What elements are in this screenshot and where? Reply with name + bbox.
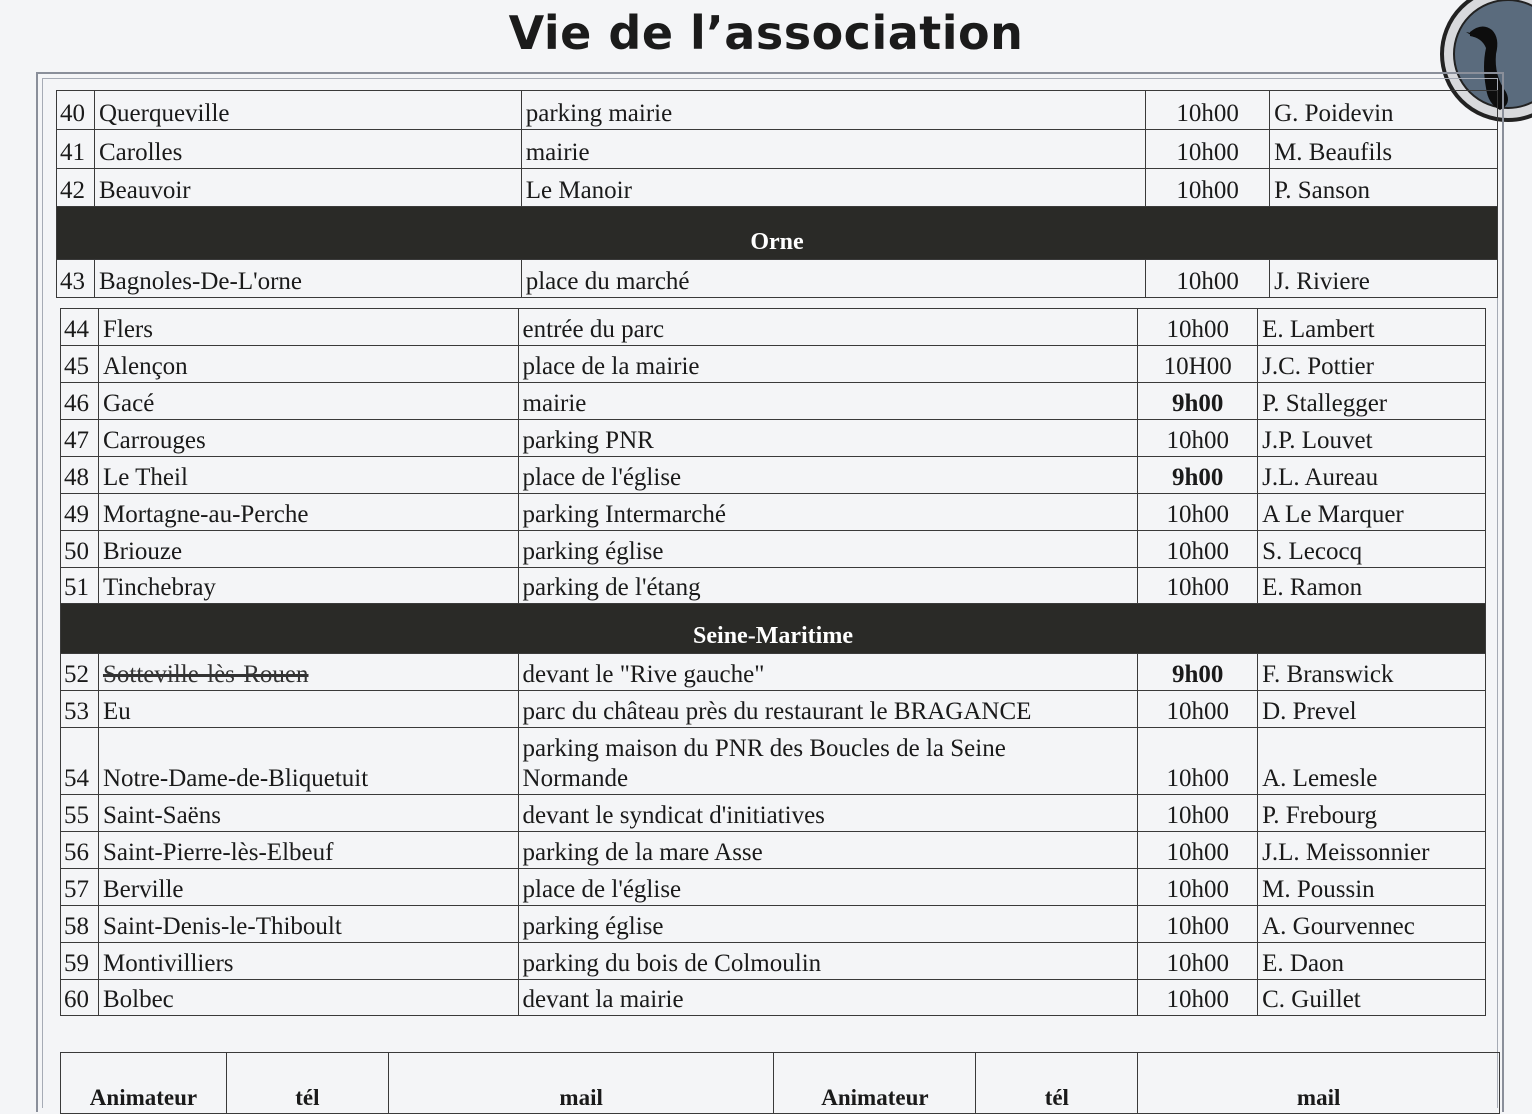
city-cell: Carolles xyxy=(94,130,521,169)
section-title: Seine-Maritime xyxy=(61,604,1486,654)
meeting-place-cell: entrée du parc xyxy=(518,309,1138,346)
time-cell: 10h00 xyxy=(1138,568,1258,604)
city-cell: Saint-Pierre-lès-Elbeuf xyxy=(98,832,518,869)
row-number: 56 xyxy=(61,832,99,869)
city-cell: Notre-Dame-de-Bliquetuit xyxy=(98,728,518,795)
row-number: 52 xyxy=(61,654,99,691)
row-number: 50 xyxy=(61,531,99,568)
city-cell: Montivilliers xyxy=(98,943,518,980)
table-row xyxy=(61,906,1486,943)
meeting-place-cell: place du marché xyxy=(521,260,1145,298)
leader-cell: M. Poussin xyxy=(1258,869,1486,906)
row-number: 45 xyxy=(61,346,99,383)
leader-cell: E. Ramon xyxy=(1258,568,1486,604)
leader-cell: P. Sanson xyxy=(1270,169,1498,207)
leader-cell: J.C. Pottier xyxy=(1258,346,1486,383)
table-row xyxy=(61,420,1486,457)
time-cell: 10h00 xyxy=(1146,91,1270,130)
row-number: 49 xyxy=(61,494,99,531)
table-row xyxy=(61,531,1486,568)
city-cell: Carrouges xyxy=(98,420,518,457)
time-cell: 10h00 xyxy=(1146,260,1270,298)
meeting-place-cell: place de la mairie xyxy=(518,346,1138,383)
time-cell: 10h00 xyxy=(1138,795,1258,832)
section-title: Orne xyxy=(57,207,1498,260)
meeting-place-cell: parking église xyxy=(518,906,1138,943)
time-cell: 10h00 xyxy=(1138,309,1258,346)
time-cell: 9h00 xyxy=(1138,654,1258,691)
city-cell: Gacé xyxy=(98,383,518,420)
leader-cell: J.P. Louvet xyxy=(1258,420,1486,457)
row-number: 60 xyxy=(61,980,99,1016)
meeting-place-cell: devant la mairie xyxy=(518,980,1138,1016)
row-number: 55 xyxy=(61,795,99,832)
row-number: 51 xyxy=(61,568,99,604)
city-cell: Saint-Saëns xyxy=(98,795,518,832)
time-cell: 10H00 xyxy=(1138,346,1258,383)
meeting-place-cell: parking église xyxy=(518,531,1138,568)
time-cell: 10h00 xyxy=(1138,494,1258,531)
time-cell: 10h00 xyxy=(1138,728,1258,795)
row-number: 48 xyxy=(61,457,99,494)
meeting-place-line: Normande xyxy=(522,765,629,792)
meeting-place-cell: parking Intermarché xyxy=(518,494,1138,531)
time-cell: 10h00 xyxy=(1138,832,1258,869)
time-cell: 10h00 xyxy=(1146,169,1270,207)
leader-cell: F. Branswick xyxy=(1258,654,1486,691)
time-cell: 10h00 xyxy=(1138,869,1258,906)
city-cell: Bolbec xyxy=(98,980,518,1016)
header-mail: mail xyxy=(1138,1053,1500,1114)
leader-cell: D. Prevel xyxy=(1258,691,1486,728)
meeting-place-cell: parking du bois de Colmoulin xyxy=(518,943,1138,980)
city-cell: Briouze xyxy=(98,531,518,568)
row-number: 53 xyxy=(61,691,99,728)
page-title: Vie de l’association xyxy=(508,6,1024,60)
table-row xyxy=(61,346,1486,383)
meeting-place-cell: parking de la mare Asse xyxy=(518,832,1138,869)
table-row xyxy=(61,691,1486,728)
time-cell: 9h00 xyxy=(1138,457,1258,494)
table-row xyxy=(61,494,1486,531)
row-number: 46 xyxy=(61,383,99,420)
meeting-place-cell: parc du château près du restaurant le BRAGANCE xyxy=(518,691,1138,728)
meeting-place-cell: place de l'église xyxy=(518,869,1138,906)
outings-table-top xyxy=(56,90,1498,298)
leader-cell: M. Beaufils xyxy=(1270,130,1498,169)
city-cell: Berville xyxy=(98,869,518,906)
time-cell: 9h00 xyxy=(1138,383,1258,420)
table-row xyxy=(57,260,1498,298)
city-cell: Alençon xyxy=(98,346,518,383)
header-tel: tél xyxy=(226,1053,388,1114)
table-row xyxy=(61,654,1486,691)
leader-cell: J.L. Meissonnier xyxy=(1258,832,1486,869)
row-number: 42 xyxy=(57,169,95,207)
struck-city-name: Sotteville-lès-Rouen xyxy=(102,661,309,688)
contacts-table xyxy=(60,1052,1500,1114)
table-row xyxy=(61,383,1486,420)
row-number: 43 xyxy=(57,260,95,298)
row-number: 59 xyxy=(61,943,99,980)
meeting-place-cell: place de l'église xyxy=(518,457,1138,494)
meeting-place-cell: parking mairie xyxy=(521,91,1145,130)
row-number: 54 xyxy=(61,728,99,795)
table-row xyxy=(57,169,1498,207)
leader-cell: J.L. Aureau xyxy=(1258,457,1486,494)
header-animateur: Animateur xyxy=(61,1053,227,1114)
contacts-header-row xyxy=(61,1053,1500,1114)
city-cell: Beauvoir xyxy=(94,169,521,207)
header-mail: mail xyxy=(388,1053,774,1114)
time-cell: 10h00 xyxy=(1138,691,1258,728)
meeting-place-cell: mairie xyxy=(521,130,1145,169)
table-row xyxy=(61,728,1486,795)
leader-cell: P. Stallegger xyxy=(1258,383,1486,420)
city-cell: Saint-Denis-le-Thiboult xyxy=(98,906,518,943)
meeting-place-cell: devant le syndicat d'initiatives xyxy=(518,795,1138,832)
leader-cell: E. Lambert xyxy=(1258,309,1486,346)
leader-cell: A Le Marquer xyxy=(1258,494,1486,531)
time-cell: 10h00 xyxy=(1138,906,1258,943)
row-number: 47 xyxy=(61,420,99,457)
leader-cell: C. Guillet xyxy=(1258,980,1486,1016)
meeting-place-cell: devant le "Rive gauche" xyxy=(518,654,1138,691)
meeting-place-cell: Le Manoir xyxy=(521,169,1145,207)
city-cell: Bagnoles-De-L'orne xyxy=(94,260,521,298)
section-header-seine-maritime xyxy=(61,604,1486,654)
time-cell: 10h00 xyxy=(1138,531,1258,568)
table-row xyxy=(61,869,1486,906)
meeting-place-cell: parking PNR xyxy=(518,420,1138,457)
meeting-place-cell: parking de l'étang xyxy=(518,568,1138,604)
table-row xyxy=(61,309,1486,346)
table-row xyxy=(57,91,1498,130)
time-cell: 10h00 xyxy=(1138,980,1258,1016)
time-cell: 10h00 xyxy=(1138,420,1258,457)
leader-cell: P. Frebourg xyxy=(1258,795,1486,832)
section-header-orne xyxy=(57,207,1498,260)
outings-table-main xyxy=(60,308,1486,1016)
city-cell: Eu xyxy=(98,691,518,728)
row-number: 57 xyxy=(61,869,99,906)
row-number: 40 xyxy=(57,91,95,130)
header-animateur: Animateur xyxy=(774,1053,976,1114)
meeting-place-cell: mairie xyxy=(518,383,1138,420)
leader-cell: S. Lecocq xyxy=(1258,531,1486,568)
table-row xyxy=(61,980,1486,1016)
time-cell: 10h00 xyxy=(1138,943,1258,980)
table-row xyxy=(61,457,1486,494)
header-tel: tél xyxy=(976,1053,1138,1114)
table-row xyxy=(61,832,1486,869)
table-row xyxy=(57,130,1498,169)
city-cell: Mortagne-au-Perche xyxy=(98,494,518,531)
time-cell: 10h00 xyxy=(1146,130,1270,169)
row-number: 41 xyxy=(57,130,95,169)
table-row xyxy=(61,943,1486,980)
row-number: 44 xyxy=(61,309,99,346)
city-cell: Querqueville xyxy=(94,91,521,130)
leader-cell: J. Riviere xyxy=(1270,260,1498,298)
city-cell: Le Theil xyxy=(98,457,518,494)
row-number: 58 xyxy=(61,906,99,943)
meeting-place-line: parking maison du PNR des Boucles de la Seine xyxy=(522,735,1006,762)
leader-cell: G. Poidevin xyxy=(1270,91,1498,130)
city-cell xyxy=(98,654,518,691)
meeting-place-cell xyxy=(518,728,1138,795)
leader-cell: E. Daon xyxy=(1258,943,1486,980)
table-row xyxy=(61,795,1486,832)
leader-cell: A. Lemesle xyxy=(1258,728,1486,795)
city-cell: Tinchebray xyxy=(98,568,518,604)
table-row xyxy=(61,568,1486,604)
city-cell: Flers xyxy=(98,309,518,346)
leader-cell: A. Gourvennec xyxy=(1258,906,1486,943)
